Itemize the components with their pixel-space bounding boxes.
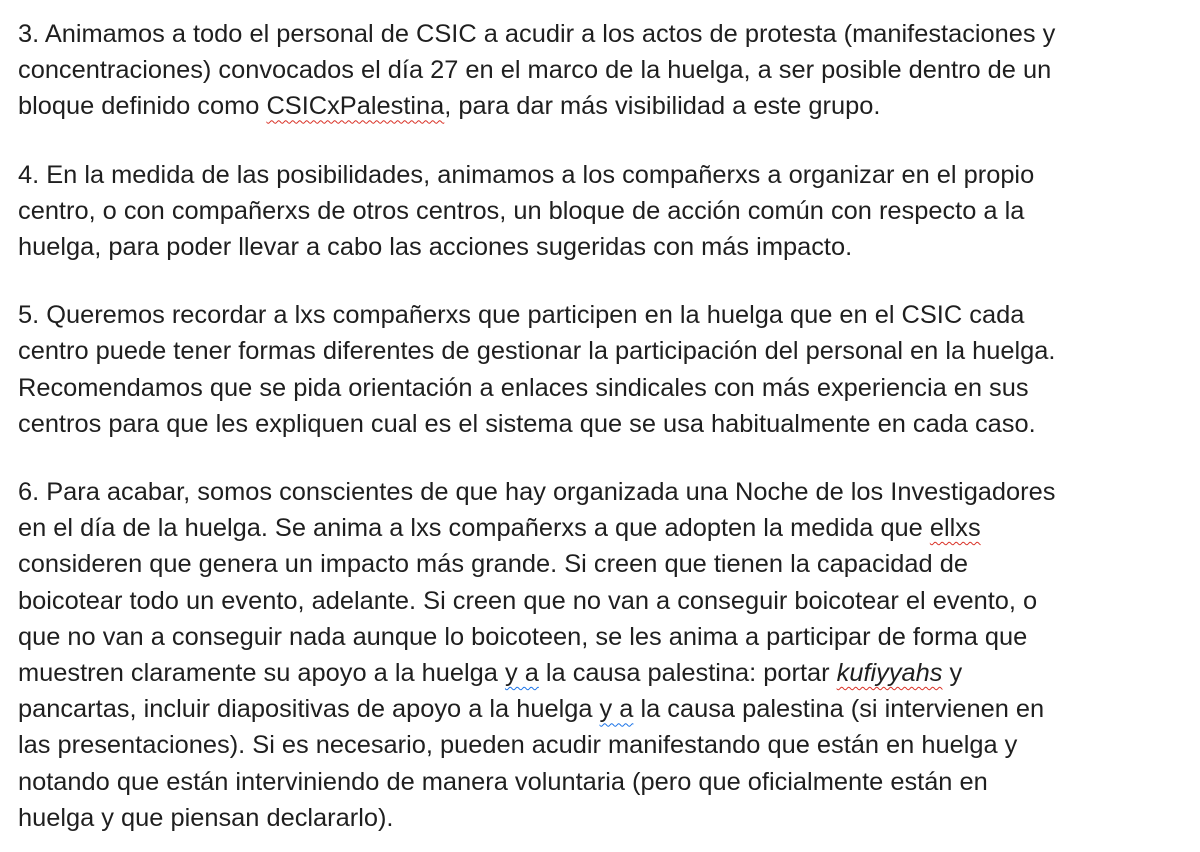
text-run: bloque definido como	[18, 92, 267, 121]
text-run: 5. Queremos recordar a lxs compañerxs que participen en la huelga que en el CSIC cada	[18, 301, 1025, 330]
text-line	[18, 333, 1178, 369]
text-run: 3. Animamos a todo el personal de CSIC a acudir a los actos de protesta (manifestaciones y	[18, 20, 1056, 48]
text-run: centro puede tener formas diferentes de gestionar la participación del personal en la huelga.	[18, 337, 1056, 366]
spellcheck-flagged-word[interactable]: ellxs	[929, 514, 981, 543]
text-line	[18, 52, 1178, 88]
text-line	[18, 193, 1178, 229]
text-line	[18, 655, 1178, 691]
paragraph-p4	[18, 157, 1178, 266]
text-line	[18, 691, 1178, 727]
text-run: que no van a conseguir nada aunque lo boicoteen, se les anima a participar de forma que	[18, 622, 1028, 651]
text-line	[18, 297, 1178, 333]
text-line	[18, 727, 1178, 763]
text-run: la causa palestina (si intervienen en	[633, 695, 1045, 724]
text-line	[18, 16, 1178, 52]
grammar-flagged-phrase[interactable]: y a	[599, 695, 634, 724]
paragraph-p6	[18, 474, 1178, 836]
text-line	[18, 88, 1178, 124]
text-line	[18, 764, 1178, 800]
text-run: la causa palestina: portar	[538, 659, 837, 688]
text-line	[18, 619, 1178, 655]
paragraph-p3	[18, 16, 1178, 125]
text-line	[18, 800, 1178, 836]
text-line	[18, 546, 1178, 582]
text-run: notando que están interviniendo de manera voluntaria (pero que oficialmente están en	[18, 767, 988, 796]
text-run: Recomendamos que se pida orientación a enlaces sindicales con más experiencia en sus	[18, 373, 1029, 402]
text-run: boicotear todo un evento, adelante. Si creen que no van a conseguir boicotear el evento, o	[18, 586, 1038, 615]
text-run: concentraciones) convocados el día 27 en el marco de la huelga, a ser posible dentro de un	[18, 56, 1052, 85]
text-line	[18, 474, 1178, 510]
text-run: muestren claramente su apoyo a la huelga	[18, 659, 505, 688]
text-run: las presentaciones). Si es necesario, pueden acudir manifestando que están en huelga y	[18, 731, 1018, 760]
text-line	[18, 406, 1178, 442]
text-run: centros para que les expliquen cual es el sistema que se usa habitualmente en cada caso.	[18, 409, 1036, 438]
paragraph-p5	[18, 297, 1178, 442]
text-line	[18, 510, 1178, 546]
text-run: y	[942, 659, 963, 688]
spellcheck-flagged-word[interactable]: CSICxPalestina	[266, 92, 445, 121]
text-run: huelga y que piensan declararlo).	[18, 803, 394, 832]
text-run: , para dar más visibilidad a este grupo.	[444, 92, 881, 121]
text-run: centro, o con compañerxs de otros centros, un bloque de acción común con respecto a la	[18, 196, 1025, 225]
spellcheck-flagged-word[interactable]: kufiyyahs	[836, 659, 943, 688]
text-run: pancartas, incluir diapositivas de apoyo a la huelga	[18, 695, 600, 724]
text-run: en el día de la huelga. Se anima a lxs compañerxs a que adopten la medida que	[18, 514, 930, 543]
text-run: 6. Para acabar, somos conscientes de que hay organizada una Noche de los Investigadores	[18, 478, 1056, 507]
grammar-flagged-phrase[interactable]: y a	[504, 659, 539, 688]
text-line	[18, 583, 1178, 619]
text-run: 4. En la medida de las posibilidades, animamos a los compañerxs a organizar en el propio	[18, 160, 1035, 189]
text-line	[18, 229, 1178, 265]
text-run: consideren que genera un impacto más grande. Si creen que tienen la capacidad de	[18, 550, 968, 579]
text-line	[18, 370, 1178, 406]
text-run: huelga, para poder llevar a cabo las acciones sugeridas con más impacto.	[18, 233, 853, 262]
text-line	[18, 157, 1178, 193]
